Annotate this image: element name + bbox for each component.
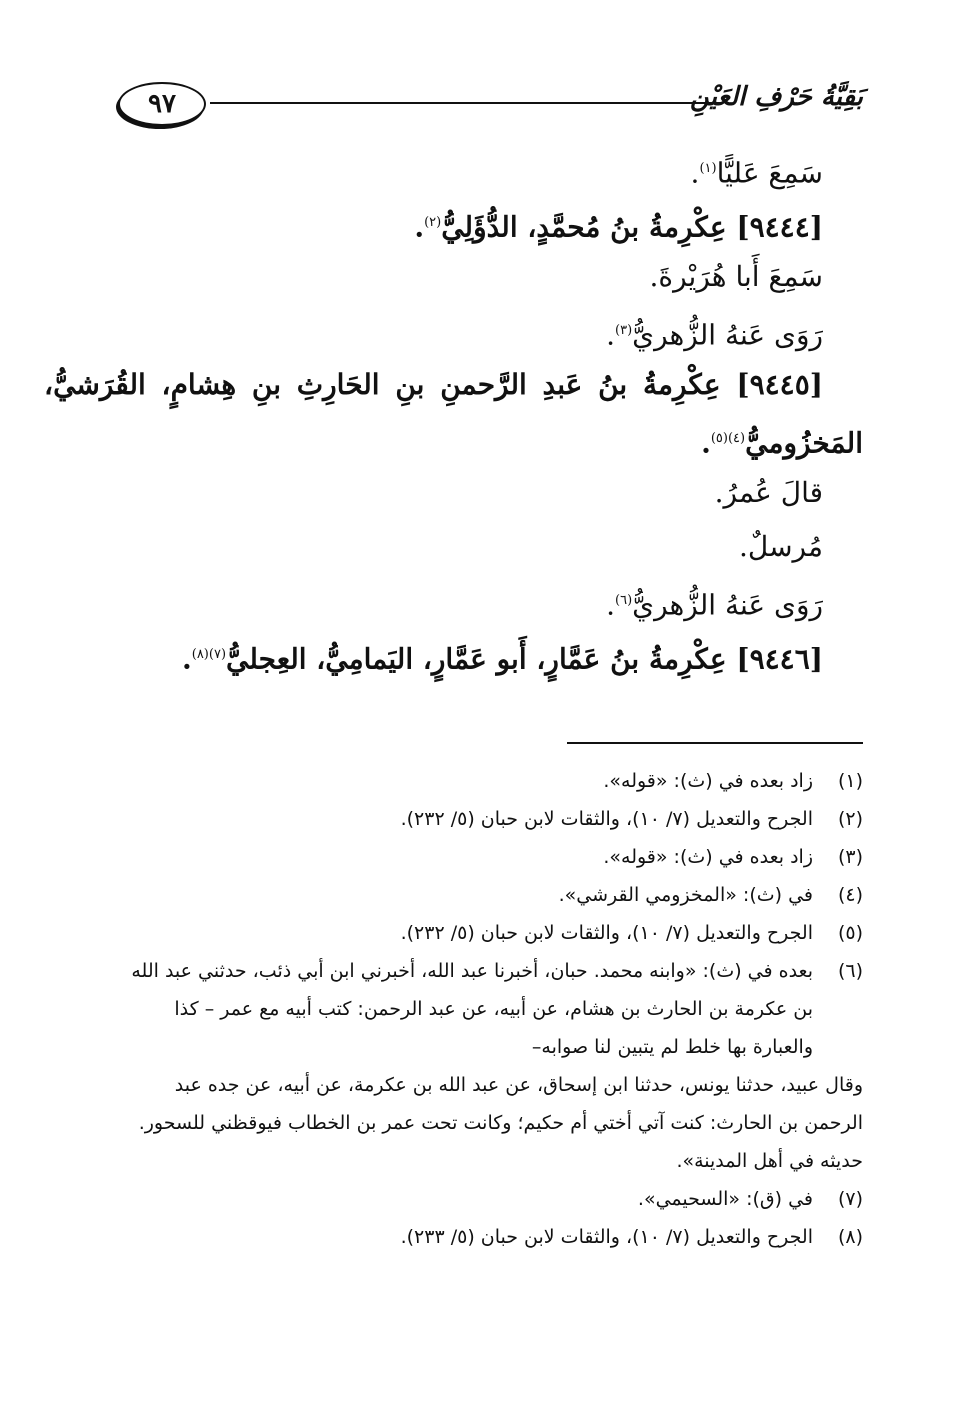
footnote-paragraph: في (ث): «المخزومي القرشي». xyxy=(558,884,813,906)
line-text: [٩٤٤٦] عِكْرِمةُ بنُ عَمَّارٍ، أَبو عَمَّارٍ، اليَمامِيُّ، العِجليُّ xyxy=(226,642,823,676)
line-text: رَوَى عَنهُ الزُّهريُّ xyxy=(632,588,823,622)
entry-heading-continued xyxy=(103,412,863,466)
text-line xyxy=(103,574,863,628)
footnote-number: (٥) xyxy=(837,922,863,944)
text-line xyxy=(103,142,863,196)
footnote-text xyxy=(121,800,813,838)
footnote-text xyxy=(121,876,813,914)
line-end: . xyxy=(690,156,700,190)
footnote-ref: (٧)(٨) xyxy=(191,647,227,662)
footnote-number: (٣) xyxy=(837,846,863,868)
footnote-item xyxy=(121,1180,863,1218)
footnote-item xyxy=(121,1218,863,1256)
entry-heading xyxy=(44,358,863,412)
footnote-number: (٦) xyxy=(837,960,863,982)
footnote-paragraph: بعده في (ث): «وابنه محمد. حبان، أخبرنا عبد الله، أخبرني ابن أبي ذئب، حدثني عبد الله بن عكرمة بن الحارث بن هشام، عن أبيه، عن عبد الرحمن: كتب أبيه مع عمر – كذا والعبارة بها خلط لم يتبين لنا صوابه– xyxy=(131,960,813,1058)
footnote-text xyxy=(121,1180,813,1218)
footnote-ref: (٢) xyxy=(424,215,442,230)
footnote-paragraph: زاد بعده في (ث): «قوله». xyxy=(603,846,813,868)
entry-heading xyxy=(103,628,863,682)
footnote-paragraph: الجرح والتعديل (٧/ ١٠)، والثقات لابن حبان (٥/ ٢٣٢). xyxy=(400,922,813,944)
line-text: رَوَى عَنهُ الزُّهريُّ xyxy=(632,318,823,352)
line-text: المَخزُوميُّ xyxy=(745,426,863,460)
header-rule xyxy=(210,102,723,104)
footnote-paragraph: في (ق): «السحيمي». xyxy=(637,1188,813,1210)
line-end: . xyxy=(414,210,425,244)
line-text: قالَ عُمرُ. xyxy=(714,476,823,509)
footnote-text xyxy=(121,914,813,952)
footnote-text xyxy=(121,838,813,876)
line-end: . xyxy=(701,426,711,460)
footnote-ref: (٦) xyxy=(615,593,633,608)
footnote-paragraph: الجرح والتعديل (٧/ ١٠)، والثقات لابن حبان (٥/ ٢٣٢). xyxy=(400,808,813,830)
footnote-paragraph: وقال عبيد، حدثنا يونس، حدثنا ابن إسحاق، عن عبد الله بن عكرمة، عن أبيه، عن جده عبد الرحمن بن الحارث: كنت آتي أختي أم حكيم؛ وكانت تحت عمر بن الخطاب فيوقظني للسحور. حديثه في أهل المدينة». xyxy=(138,1074,863,1172)
footnote-item xyxy=(121,914,863,952)
line-text: [٩٤٤٤] عِكْرِمةُ بنُ مُحمَّدٍ، الدُّؤَلِيُّ xyxy=(441,210,823,244)
page-number: ٩٧ xyxy=(118,82,206,126)
footnote-item xyxy=(121,762,863,800)
footnote-number: (٨) xyxy=(837,1226,863,1248)
line-end: . xyxy=(181,642,192,676)
footnote-text xyxy=(121,1218,813,1256)
footnote-ref: (١) xyxy=(699,161,717,176)
footnotes xyxy=(121,762,863,1256)
page-header xyxy=(118,80,863,130)
footnote-number: (٤) xyxy=(837,884,863,906)
footnote-item xyxy=(121,800,863,838)
line-end: . xyxy=(606,588,616,622)
line-text: سَمِعَ عَليًّا xyxy=(716,156,823,190)
footnote-number: (١) xyxy=(837,770,863,792)
footnote-item xyxy=(121,838,863,876)
entry-heading xyxy=(103,196,863,250)
footnote-ref: (٤)(٥) xyxy=(710,431,746,446)
footnote-paragraph: الجرح والتعديل (٧/ ١٠)، والثقات لابن حبان (٥/ ٢٣٣). xyxy=(400,1226,813,1248)
footnote-item xyxy=(121,952,863,1180)
main-text xyxy=(44,142,863,682)
line-end: . xyxy=(606,318,616,352)
footnote-text xyxy=(121,762,813,800)
line-text: مُرسلٌ. xyxy=(738,530,823,563)
line-text: [٩٤٤٥] عِكْرِمةُ بنُ عَبدِ الرَّحمنِ بنِ الحَارِثِ بنِ هِشامٍ، القُرَشيُّ، xyxy=(44,368,823,401)
text-line xyxy=(103,304,863,358)
chapter-title: بَقِيَّةُ حَرْفِ العَيْنِ xyxy=(690,82,863,112)
text-line xyxy=(103,250,863,304)
footnote-ref: (٣) xyxy=(615,323,633,338)
footnote-separator xyxy=(567,742,863,744)
footnote-text xyxy=(121,952,863,1180)
footnote-paragraph: زاد بعده في (ث): «قوله». xyxy=(603,770,813,792)
text-line xyxy=(103,466,863,520)
footnote-number: (٢) xyxy=(837,808,863,830)
footnote-item xyxy=(121,876,863,914)
text-line xyxy=(103,520,863,574)
footnote-number: (٧) xyxy=(837,1188,863,1210)
line-text: سَمِعَ أَبا هُرَيْرةَ. xyxy=(649,260,823,293)
